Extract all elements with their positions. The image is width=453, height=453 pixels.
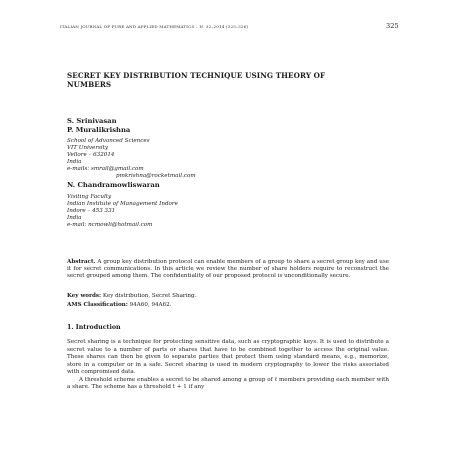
section-body xyxy=(67,339,389,392)
abstract xyxy=(67,259,389,280)
abstract-text: A group key distribution protocol can enable members of a group to share a secret group key and use it for secret communications. In this article we review the number of share holders require to reconstruct the secret grouped among them. The confidentiality of our proposed protocol is unconditionally secure. xyxy=(67,259,390,280)
section-heading: 1. Introduction xyxy=(67,324,121,331)
author-email: e-mail: ncmowli@hotmail.com xyxy=(67,221,153,228)
author-affiliation xyxy=(67,194,178,229)
affiliation-line: School of Advanced Sciences xyxy=(67,138,150,144)
author-name: P. Muralikrishna xyxy=(67,126,131,134)
affiliation-line: Visiting Faculty xyxy=(67,194,112,200)
affiliation-line: India xyxy=(67,158,82,165)
affiliation-line: Indore – 453 331 xyxy=(67,207,116,214)
author-affiliation xyxy=(67,138,196,179)
ams-classification xyxy=(67,302,172,309)
page-number: 325 xyxy=(386,22,399,30)
author-name: S. Srinivasan xyxy=(67,117,117,125)
keywords xyxy=(67,293,196,300)
affiliation-line: Vellore – 632014 xyxy=(67,151,115,158)
paper-title: SECRET KEY DISTRIBUTION TECHNIQUE USING THEORY OF NUMBERS xyxy=(67,71,326,90)
affiliation-line: India xyxy=(67,214,82,221)
affiliation-line: Indian Institute of Management Indore xyxy=(67,200,178,207)
paragraph: Secret sharing is a technique for protecting sensitive data, such as cryptographic keys. It is used to distribute a secret value to a number of parts or shares that have to be combined together to access the original value. These shares can then be given to separate parties that protect them using standard means, e.g., memorize, store in a computer or in a safe. Secret sharing is used in modern cryptography to lower the risks associated with compromised data. xyxy=(67,339,389,375)
paragraph: A threshold scheme enables a secret to be shared among a group of ℓ members providing each member with a share. The scheme has a threshold t + 1 if any xyxy=(67,376,389,390)
ams-text: 94A60, 94A62. xyxy=(129,302,172,308)
author-email: pmkrishna@rocketmail.com xyxy=(116,172,196,179)
affiliation-line: VIT University xyxy=(67,144,109,151)
author-name: N. Chandramowliswaran xyxy=(67,181,160,189)
abstract-label: Abstract. xyxy=(67,259,96,265)
keywords-text: Key distribution, Secret Sharing. xyxy=(102,293,197,299)
running-head: ITALIAN JOURNAL OF PURE AND APPLIED MATHEMATICS – N. 32–2014 (325–326) xyxy=(60,24,249,29)
author-email: e-mails: smrail@gmail.com xyxy=(67,165,144,172)
keywords-label: Key words: xyxy=(67,293,102,299)
ams-label: AMS Classification: xyxy=(67,302,128,308)
